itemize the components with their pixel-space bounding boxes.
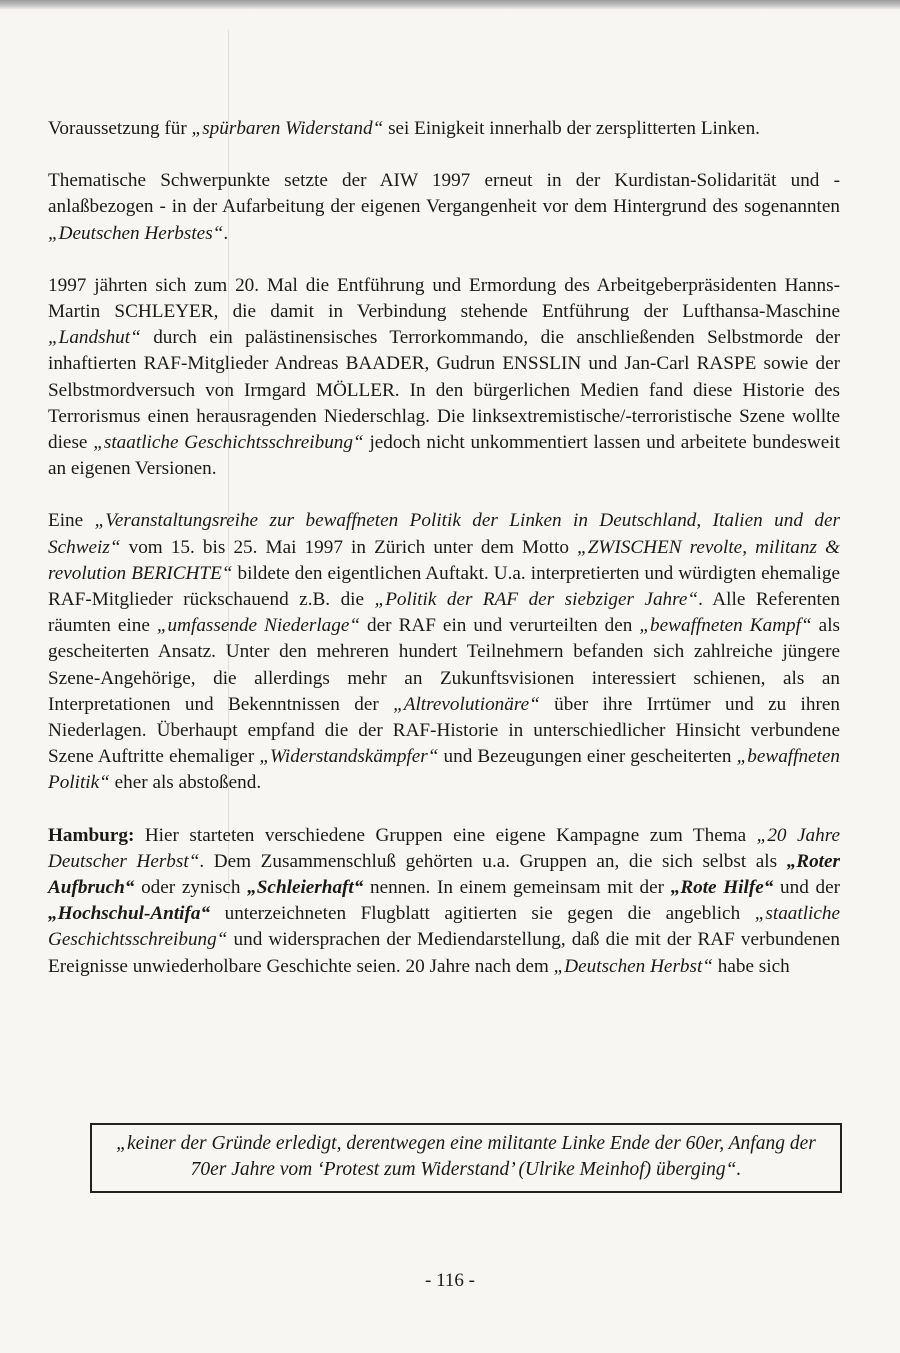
text-run: über ihre Irrtümer und zu ihren Niederlagen. Überhaupt empfand die der RAF-Historie in unterschiedlicher Hinsicht verbundene Szene Auftritte ehemaliger — [48, 693, 840, 768]
paragraph-1 — [48, 116, 840, 142]
quote-box: „keiner der Gründe erledigt, derentwegen eine militante Linke Ende der 60er, Anfang der 70er Jahre vom ‘Protest zum Widerstand’ (Ulrike Meinhof) überging“. — [90, 1123, 842, 1193]
text-run: Thematische Schwerpunkte setzte der AIW 1997 erneut in der Kurdistan-Solidarität und - anlaßbezogen - in der Aufarbeitung der eigenen Vergangenheit vor dem Hintergrund des sogenannten — [48, 170, 840, 218]
paragraph-5 — [48, 823, 840, 980]
group-name: „Schleierhaft“ — [247, 877, 364, 899]
group-name: „Rote Hilfe“ — [670, 877, 774, 899]
document-body — [48, 116, 840, 1006]
paragraph-3 — [48, 273, 840, 483]
text-run: vom 15. bis 25. Mai 1997 in Zürich unter dem Motto — [120, 536, 578, 558]
quoted-term: „Veranstaltungsreihe zur bewaffneten Politik der Linken in Deutschland, Italien und der Schweiz“ — [48, 510, 840, 558]
text-run: Voraussetzung für — [48, 118, 192, 139]
text-run: . — [223, 222, 229, 244]
quoted-term: „ZWISCHEN revolte, militanz & revolution BERICHTE“ — [48, 536, 840, 584]
text-run: der RAF ein und verurteilten den — [360, 615, 640, 637]
quoted-term: „bewaffneten Kampf“ — [639, 615, 812, 637]
text-run: oder zynisch — [134, 877, 248, 899]
text-run: und der — [773, 877, 841, 899]
group-name: „Hochschul-Antifa“ — [48, 903, 211, 925]
page-number: - 116 - — [425, 1270, 475, 1291]
text-run: sei Einigkeit innerhalb der zersplitterten Linken. — [383, 118, 760, 139]
text-run: unterzeichneten Flugblatt agitierten sie gegen die angeblich — [210, 903, 755, 925]
scan-top-edge — [0, 0, 900, 10]
quoted-term: „spürbaren Widerstand“ — [191, 118, 384, 139]
quoted-term: „20 Jahre Deutscher Herbst“ — [48, 824, 840, 872]
paragraph-4 — [48, 508, 840, 796]
text-run: jedoch nicht unkommentiert lassen und arbeitete bundesweit an eigenen Versionen. — [48, 432, 840, 480]
text-run: durch ein palästinensisches Terrorkommando, die anschließenden Selbstmorde der inhaftierten RAF-Mitglieder Andreas BAADER, Gudrun ENSSLIN und Jan-Carl RASPE sowie der Selbstmordversuch von Irmgard MÖLLER. In den bürgerlichen Medien fand diese Historie des Terrorismus einen herausragenden Niederschlag. Die linksextremistische/-terroristische Szene wollte diese — [48, 327, 840, 454]
group-name: „Roter Aufbruch“ — [48, 850, 840, 899]
text-run: nennen. In einem gemeinsam mit der — [363, 877, 671, 899]
quoted-term: „staatliche Geschichtsschreibung“ — [93, 432, 364, 454]
quoted-term: „umfassende Niederlage“ — [156, 615, 361, 637]
text-run: . Dem Zusammenschluß gehörten u.a. Gruppen an, die sich selbst als — [199, 850, 787, 872]
quoted-term: „staatliche Geschichtsschreibung“ — [48, 903, 840, 951]
text-run: 1997 jährten sich zum 20. Mal die Entführung und Ermordung des Arbeitgeberpräsidenten Hanns-Martin SCHLEYER, die damit in Verbindung stehende Entführung der Lufthansa-Maschine — [48, 274, 840, 323]
text-run: Eine — [48, 510, 95, 532]
quoted-term: „Deutschen Herbstes“ — [48, 222, 224, 244]
text-run: und widersprachen der Mediendarstellung, daß die mit der RAF verbundenen Ereignisse unwiederholbare Geschichte seien. 20 Jahre nach dem — [48, 929, 840, 977]
quoted-term: „bewaffneten Politik“ — [48, 746, 840, 794]
quoted-term: „Altrevolutionäre“ — [393, 693, 540, 715]
text-run: Hier starteten verschiedene Gruppen eine eigene Kampagne zum Thema — [134, 824, 757, 846]
text-run: . Alle Referenten räumten eine — [48, 589, 840, 637]
text-run: habe sich — [712, 955, 790, 977]
quoted-term: „Landshut“ — [48, 327, 141, 349]
quoted-term: „Deutschen Herbst“ — [553, 955, 713, 977]
text-run: eher als abstoßend. — [109, 772, 262, 794]
text-run: und Bezeugungen einer gescheiterten — [438, 746, 737, 768]
text-run: als gescheiterten Ansatz. Unter den mehreren hundert Teilnehmern befanden sich zahlreiche jüngere Szene-Angehörige, die allerdings mehr an Zukunftsvisionen interessiert schienen, als an Interpretationen und Bekenntnissen der — [48, 615, 840, 715]
quoted-term: „Widerstandskämpfer“ — [259, 746, 439, 768]
section-label: Hamburg: — [48, 824, 135, 846]
text-run: bildete den eigentlichen Auftakt. U.a. interpretierten und würdigten ehemalige RAF-Mitglieder rückschauend z.B. die — [48, 562, 840, 611]
paragraph-2 — [48, 168, 840, 247]
quoted-term: „Politik der RAF der siebziger Jahre“ — [374, 589, 699, 611]
